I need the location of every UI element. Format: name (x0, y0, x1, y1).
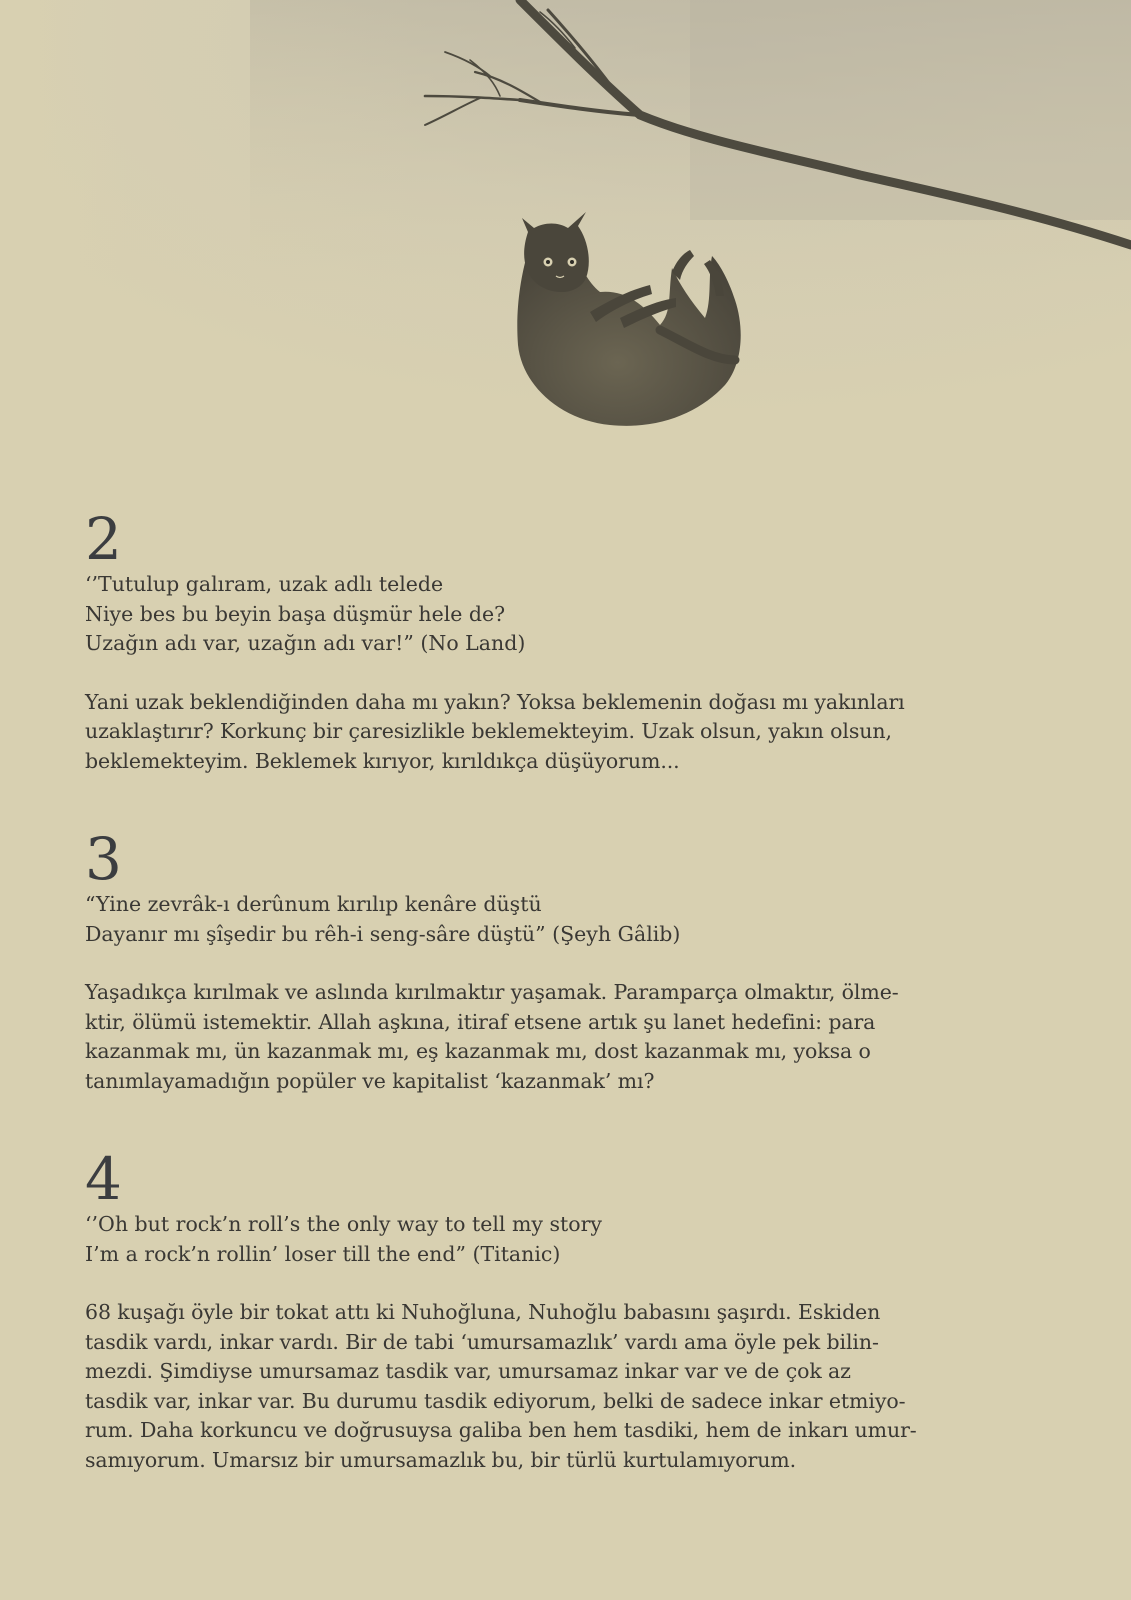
quote: “Yine zevrâk-ı derûnum kırılıp kenâre düştü Dayanır mı şîşedir bu rêh-i seng-sâre düştü” (Şeyh Gâlib) (85, 892, 681, 946)
paragraph: Yani uzak beklendiğinden daha mı yakın? Yoksa beklemenin doğası mı yakınları uzaklaştırır? Korkunç bir çaresizlikle beklemekteyim. Uzak olsun, yakın olsun, beklemekteyim. Beklemek kırıyor, kırıldıkça düşüyorum... (85, 689, 905, 773)
paragraph: 68 kuşağı öyle bir tokat attı ki Nuhoğluna, Nuhoğlu babasını şaşırdı. Eskiden tasdik vardı, inkar vardı. Bir de tabi ‘umursamazlık’ vardı ama öyle pek bilin- mezdi. Şimdiyse umursamaz tasdik var, umursamaz inkar var ve de çok az tasdik var, inkar var. Bu durumu tasdik ediyorum, belki de sadece inkar etmiyo- rum. Daha korkuncu ve doğrusuysa galiba ben hem tasdiki, hem de inkarı umur- samıyorum. Umarsız bir umursamazlık bu, bir türlü kurtulamıyorum. (85, 1300, 917, 1472)
falling-cat-illustration (0, 0, 1131, 520)
section-number: 4 (85, 1145, 122, 1213)
section-2 (85, 505, 1065, 776)
quote: ‘’Tutulup galıram, uzak adlı telede Niye bes bu beyin başa düşmür hele de? Uzağın adı var, uzağın adı var!” (No Land) (85, 572, 526, 655)
paragraph: Yaşadıkça kırılmak ve aslında kırılmaktır yaşamak. Paramparça olmaktır, ölme- ktir, ölümü istemektir. Allah aşkına, itiraf etsene artık şu lanet hedefini: para kazanmak mı, ün kazanmak mı, eş kazanmak mı, dost kazanmak mı, yoksa o tanımlayamadığın popüler ve kapitalist ‘kazanmak’ mı? (85, 980, 899, 1093)
section-number: 3 (85, 825, 122, 893)
section-4 (85, 1145, 1065, 1475)
section-number: 2 (85, 505, 122, 573)
quote: ‘’Oh but rock’n roll’s the only way to tell my story I’m a rock’n rollin’ loser till the end” (Titanic) (85, 1212, 602, 1266)
section-3 (85, 825, 1065, 1096)
